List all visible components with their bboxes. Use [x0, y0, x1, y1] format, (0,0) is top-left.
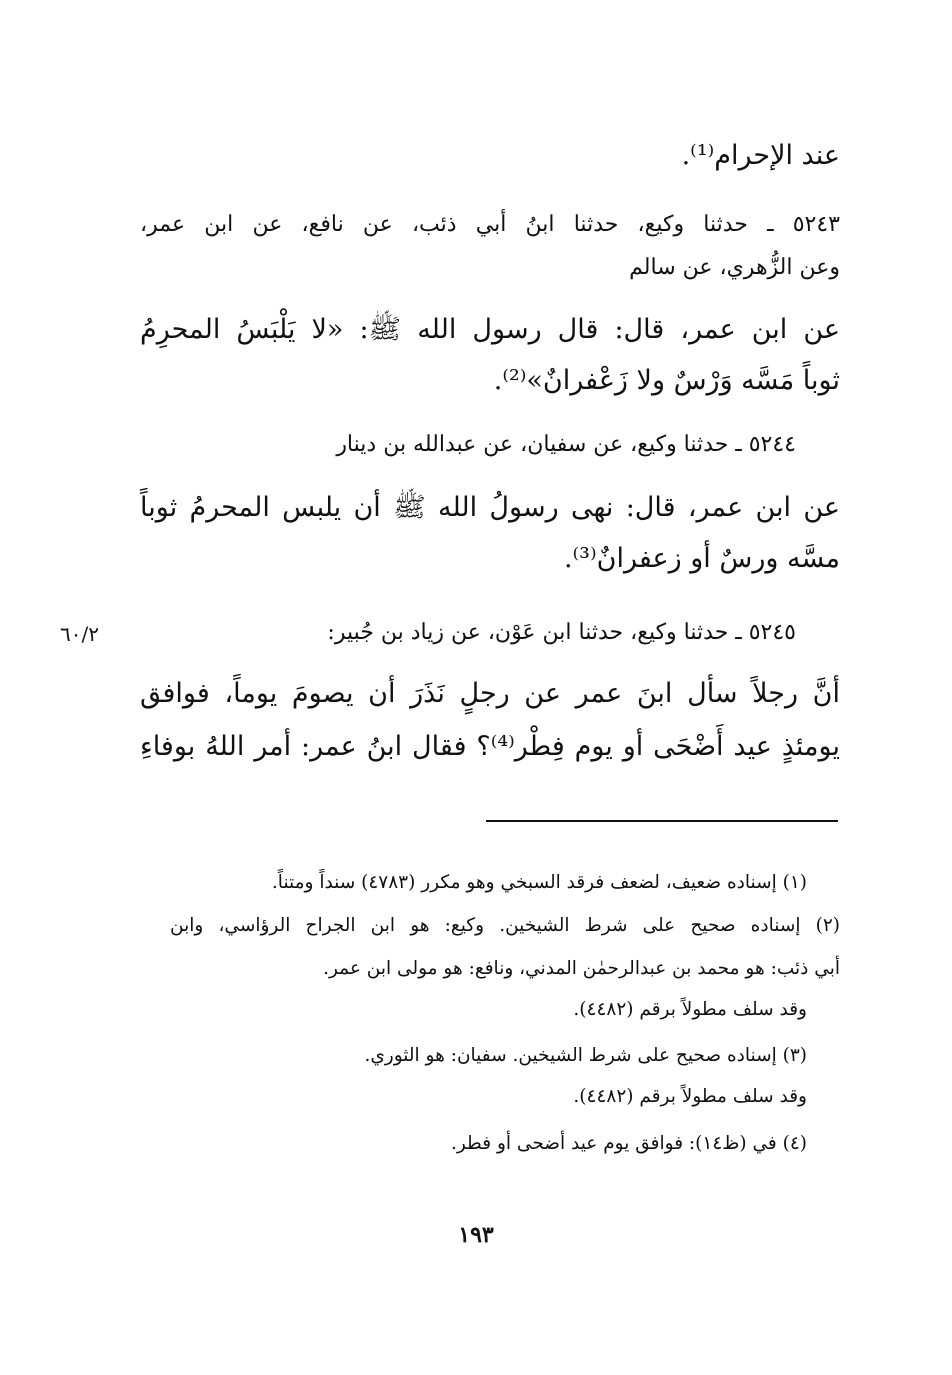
footnote-3: (٣) إسناده صحيح على شرط الشيخين. سفيان: هو الثوري. [364, 1045, 807, 1066]
hadith-5243-isnad-cont: وعن الزُّهري، عن سالم [629, 255, 840, 280]
footnote-2-cont: أبي ذئب: هو محمد بن عبدالرحمٰن المدني، ونافع: هو مولى ابن عمر. [323, 958, 840, 979]
hadith-5244-matn-cont: مسَّه ورسٌ أو زعفرانٌ⁽³⁾. [563, 543, 840, 574]
footnote-2: (٢) إسناده صحيح على شرط الشيخين. وكيع: هو ابن الجراح الرؤاسي، وابن [170, 915, 840, 936]
hadith-5245-matn-cont: يومئذٍ عيد أَضْحَى أو يوم فِطْر⁽⁴⁾؟ فقال ابنُ عمر: أمر اللهُ بوفاءِ [140, 731, 840, 762]
footnote-1: (١) إسناده ضعيف، لضعف فرقد السبخي وهو مكرر (٤٧٨٣) سنداً ومتناً. [271, 872, 807, 893]
hadith-5243-isnad: ٥٢٤٣ ـ حدثنا وكيع، حدثنا ابنُ أبي ذئب، عن نافع، عن ابن عمر، [140, 212, 840, 237]
footnote-divider [486, 820, 838, 822]
hadith-5244-isnad: ٥٢٤٤ ـ حدثنا وكيع، عن سفيان، عن عبدالله بن دينار [336, 432, 796, 457]
page-number: ١٩٣ [458, 1222, 494, 1248]
margin-reference: ٦٠/٢ [60, 622, 99, 646]
footnote-4: (٤) في (ظ١٤): فوافق يوم عيد أضحى أو فطر. [450, 1133, 807, 1154]
footnote-3-cont: وقد سلف مطولاً برقم (٤٤٨٢). [573, 1086, 807, 1107]
hadith-5245-matn: أنَّ رجلاً سأل ابنَ عمر عن رجلٍ نَذَرَ أن يصومَ يوماً، فوافق [140, 678, 840, 709]
hadith-5245-isnad: ٥٢٤٥ ـ حدثنا وكيع، حدثنا ابن عَوْن، عن زياد بن جُبير: [327, 620, 796, 645]
hadith-5243-matn-cont: ثوباً مَسَّه وَرْسٌ ولا زَعْفرانٌ»⁽²⁾. [493, 365, 840, 396]
hadith-5243-matn: عن ابن عمر، قال: قال رسول الله ﷺ: «لا يَلْبَسُ المحرِمُ [140, 314, 840, 345]
hadith-5244-matn: عن ابن عمر، قال: نهى رسولُ الله ﷺ أن يلبس المحرمُ ثوباً [140, 492, 840, 523]
text-line: عند الإحرام⁽¹⁾. [681, 140, 840, 171]
footnote-2-cont: وقد سلف مطولاً برقم (٤٤٨٢). [573, 999, 807, 1020]
